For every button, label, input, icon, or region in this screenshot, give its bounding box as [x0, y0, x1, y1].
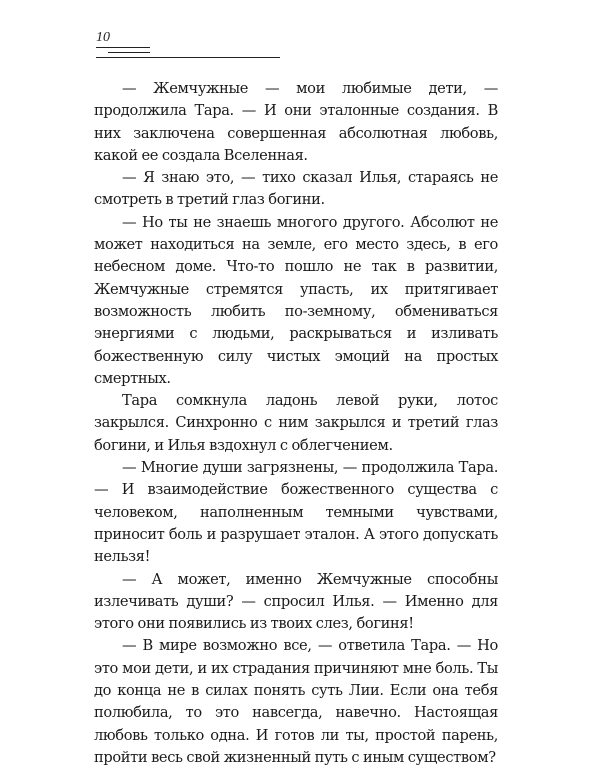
paragraph: Тара сомкнула ладонь левой руки, лотос закрылся. Синхронно с ним закрылся и третий глаз богини, и Илья вздохнул с облегчением. [94, 392, 498, 454]
header-rule-long [96, 57, 280, 58]
paragraph: — Жемчужные — мои любимые дети, — продолжила Тара. — И они эталонные создания. В них заключена совершенная абсолютная любовь, какой ее создала Вселенная. [94, 80, 498, 164]
paragraph: — Многие души загрязнены, — продолжила Тара. — И взаимодействие божественного существа с человеком, наполненным темными чувствами, приносит боль и разрушает эталон. А этого допускать нельзя! [94, 459, 498, 566]
paragraph: — Я знаю это, — тихо сказал Илья, стараясь не смотреть в третий глаз богини. [94, 169, 498, 209]
header-rule-middle [108, 52, 150, 53]
paragraph: — Но ты не знаешь многого другого. Абсолют не может находиться на земле, его место здесь, в его небесном доме. Что-то пошло не так в развитии, Жемчужные стремятся упасть, их притягивает возможность любить по-земному, обмениваться энергиями с людьми, раскрываться и изливать божественную силу чистых эмоций на простых смертных. [94, 213, 498, 387]
paragraph: — В мире возможно все, — ответила Тара. — Но это мои дети, и их страдания причиняют мне боль. Ты до конца не в силах понять суть Лии. Если она тебя полюбила, то это навсегда, навечно. Настоящая любовь только одна. И готов ли ты, простой парень, пройти весь свой жизненный путь с иным существом? [94, 637, 498, 766]
page-number: 10 [96, 30, 110, 45]
body-text [94, 78, 498, 769]
header-rule-top [96, 47, 150, 48]
paragraph: — А может, именно Жемчужные способны излечивать души? — спросил Илья. — Именно для этого они появились из твоих слез, богиня! [94, 570, 498, 633]
